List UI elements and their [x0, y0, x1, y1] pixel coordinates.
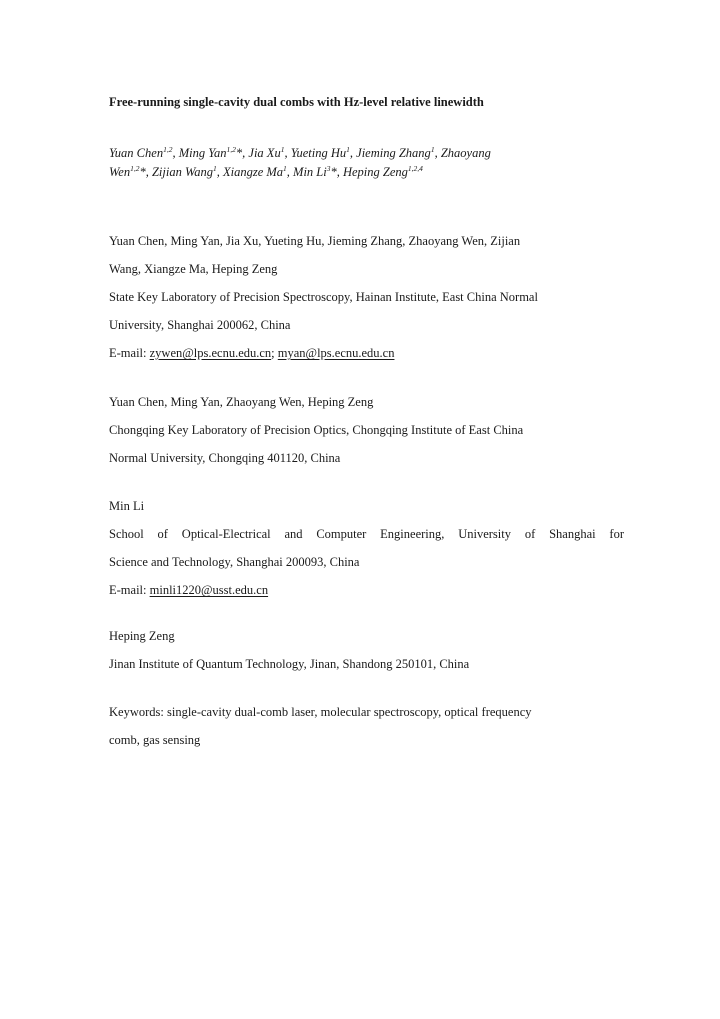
author-separator: , — [284, 146, 291, 160]
keywords-line-cont: comb, gas sensing — [109, 733, 201, 747]
affiliation-2-names: Yuan Chen, Ming Yan, Zhaoyang Wen, Heping Zeng — [109, 395, 374, 409]
author-separator: , Zhaoyang — [434, 146, 491, 160]
affiliation-1-email-line — [109, 339, 624, 367]
author-name: Heping Zeng — [342, 165, 408, 179]
author-name: Yuan Chen — [109, 146, 164, 160]
email-link-minli[interactable]: minli1220@usst.edu.cn — [149, 583, 269, 597]
email-link-zywen[interactable]: zywen@lps.ecnu.edu.cn — [149, 346, 272, 360]
affiliation-3-institution-cont: Science and Technology, Shanghai 200093, China — [109, 555, 360, 569]
author-line-1 — [109, 144, 629, 163]
author-affiliation-marker: 3 — [326, 163, 331, 173]
author-separator: , — [349, 146, 357, 160]
affiliation-3-names: Min Li — [109, 499, 145, 513]
author-affiliation-marker: 1,2 — [130, 163, 140, 173]
author-name: Jieming Zhang — [356, 146, 431, 160]
author-affiliation-marker: 1 — [212, 163, 217, 173]
author-name: Yueting Hu — [290, 146, 347, 160]
affiliation-block-1 — [109, 227, 624, 367]
affiliation-3-institution: School of Optical-Electrical and Computer Engineering, University of Shanghai for — [109, 527, 624, 541]
email-label: E-mail: — [109, 346, 150, 360]
author-affiliation-marker: 1 — [346, 144, 350, 154]
keywords-line: Keywords: single-cavity dual-comb laser, molecular spectroscopy, optical frequency — [109, 705, 532, 719]
affiliation-4-names: Heping Zeng — [109, 629, 175, 643]
author-affiliation-marker: 1,2,4 — [407, 163, 423, 173]
affiliation-block-4 — [109, 622, 624, 678]
affiliation-2-institution: Chongqing Key Laboratory of Precision Optics, Chongqing Institute of East China — [109, 423, 524, 437]
author-name: Jia Xu — [248, 146, 281, 160]
author-name: Wen — [109, 165, 131, 179]
paper-title: Free-running single-cavity dual combs with Hz-level relative linewidth — [109, 95, 484, 109]
author-name: Min Li — [293, 165, 327, 179]
email-separator: ; — [271, 346, 278, 360]
author-separator: , — [172, 146, 179, 160]
affiliation-block-2 — [109, 388, 624, 472]
author-affiliation-marker: 1 — [430, 144, 435, 154]
author-separator: *, — [330, 165, 343, 179]
author-list — [109, 144, 629, 182]
affiliation-block-3 — [109, 492, 624, 604]
affiliation-1-names: Yuan Chen, Ming Yan, Jia Xu, Yueting Hu, Jieming Zhang, Zhaoyang Wen, Zijian — [109, 234, 521, 248]
author-name: Zijian Wang — [151, 165, 213, 179]
affiliation-3-email-line — [109, 576, 624, 604]
affiliation-4-institution: Jinan Institute of Quantum Technology, Jinan, Shandong 250101, China — [109, 657, 470, 671]
author-affiliation-marker: 1 — [283, 163, 287, 173]
author-line-2 — [109, 163, 629, 182]
author-separator: , — [286, 165, 294, 179]
affiliation-1-institution-cont: University, Shanghai 200062, China — [109, 318, 291, 332]
keywords-block — [109, 698, 624, 754]
author-affiliation-marker: 1,2 — [226, 144, 236, 154]
author-name: Xiangze Ma — [222, 165, 284, 179]
affiliation-1-institution: State Key Laboratory of Precision Spectroscopy, Hainan Institute, East China Normal — [109, 290, 538, 304]
email-label: E-mail: — [109, 583, 150, 597]
author-separator: *, — [139, 165, 152, 179]
affiliation-1-names-cont: Wang, Xiangze Ma, Heping Zeng — [109, 262, 278, 276]
author-separator: , — [216, 165, 223, 179]
author-affiliation-marker: 1 — [280, 144, 285, 154]
author-separator: *, — [235, 146, 249, 160]
author-affiliation-marker: 1,2 — [163, 144, 173, 154]
affiliation-2-institution-cont: Normal University, Chongqing 401120, China — [109, 451, 341, 465]
author-name: Ming Yan — [178, 146, 227, 160]
email-link-myan[interactable]: myan@lps.ecnu.edu.cn — [277, 346, 395, 360]
